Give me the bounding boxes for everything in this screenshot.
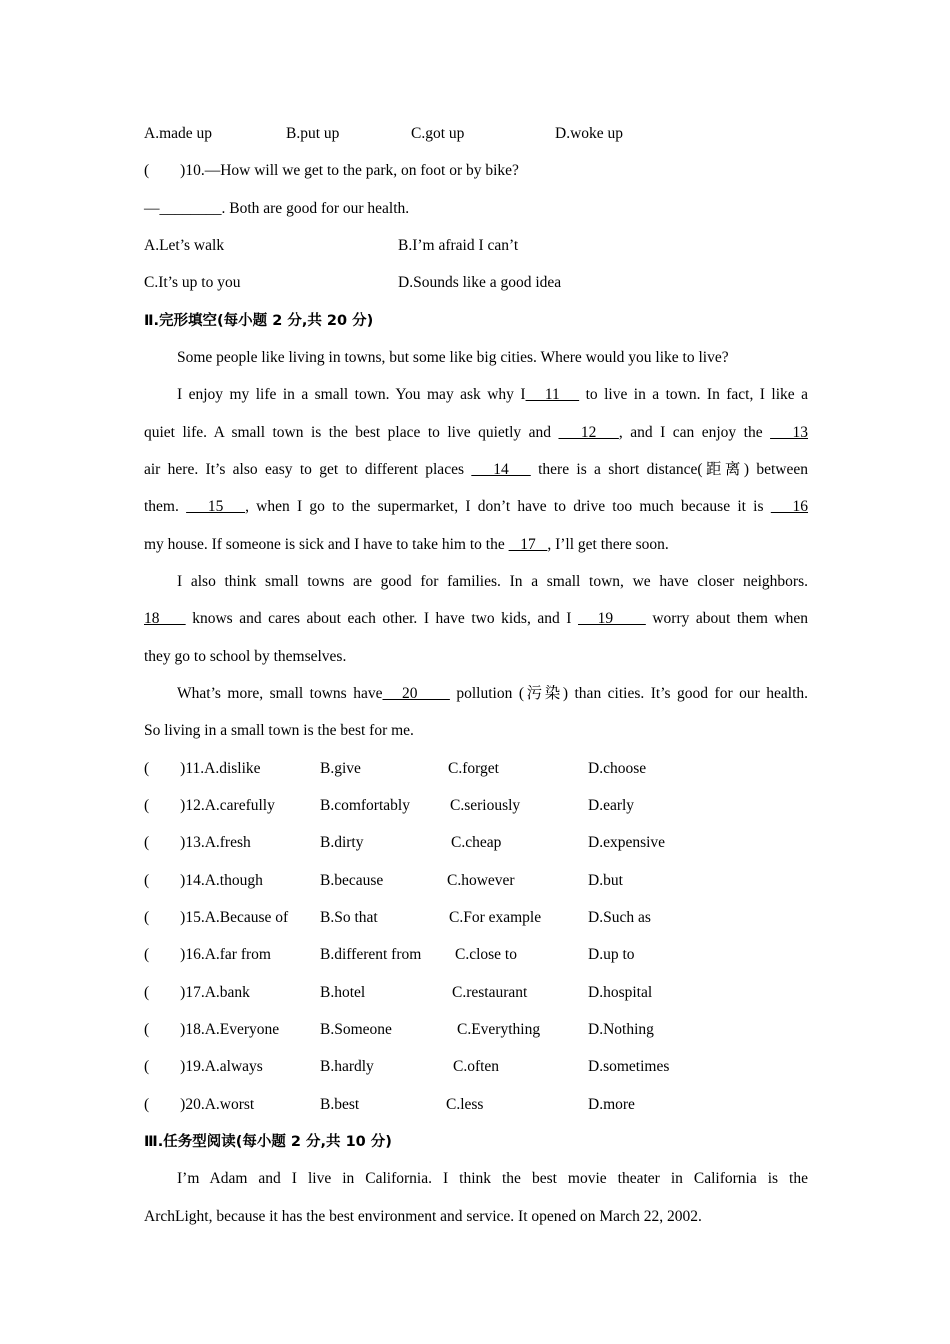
- text-run: I enjoy my life in a small town. You may ask why I: [177, 386, 526, 403]
- option-b: B.because: [320, 872, 384, 889]
- option-c: C.close to: [455, 946, 517, 963]
- question-row: [0, 945, 950, 965]
- option-b: B.best: [320, 1096, 360, 1113]
- q9-option-d: D.woke up: [555, 125, 624, 142]
- q9-option-b: B.put up: [286, 125, 340, 142]
- q10-option-d: D.Sounds like a good idea: [398, 274, 562, 291]
- option-d: D.early: [588, 797, 635, 814]
- option-d: D.but: [588, 872, 623, 889]
- option-d: D.sometimes: [588, 1058, 670, 1075]
- q10-answer-line: [144, 199, 409, 219]
- blank-18: 18: [144, 610, 186, 627]
- blank-20: 20: [382, 685, 450, 702]
- option-c: C.For example: [449, 909, 542, 926]
- q10-blank: ________: [159, 200, 222, 217]
- question-stem: ( )13.A.fresh: [144, 834, 251, 851]
- question-stem: ( )20.A.worst: [144, 1096, 255, 1113]
- option-b: B.Someone: [320, 1021, 392, 1038]
- question-stem: ( )11.A.dislike: [144, 760, 261, 777]
- option-b: B.hardly: [320, 1058, 374, 1075]
- cloze-p3-line-1: I also think small towns are good for families. In a small town, we have closer neighbors.: [177, 573, 808, 590]
- blank-15: 15: [186, 498, 246, 515]
- question-stem: ( )12.A.carefully: [144, 797, 275, 814]
- question-row: [0, 796, 950, 816]
- text-run: my house. If someone is sick and I have to take him to the: [144, 536, 509, 553]
- text-run: quiet life. A small town is the best place to live quietly and: [144, 424, 559, 441]
- cloze-p2-line-2: [144, 423, 808, 443]
- option-c: C.forget: [448, 760, 499, 777]
- q10-answer-rest: . Both are good for our health.: [221, 200, 410, 217]
- blank-17: 17: [508, 536, 548, 553]
- q10-option-c: C.It’s up to you: [144, 274, 241, 291]
- q9-option-c: C.got up: [411, 125, 465, 142]
- text-run: worry about them when: [645, 610, 809, 627]
- q10-dash: —: [144, 200, 160, 217]
- question-row: [0, 833, 950, 853]
- cloze-p2-line-1: [177, 385, 808, 405]
- option-c: C.less: [446, 1096, 484, 1113]
- blank-19: 19: [578, 610, 646, 627]
- question-row: [0, 983, 950, 1003]
- option-d: D.up to: [588, 946, 635, 963]
- text-run: , and I can enjoy the: [618, 424, 771, 441]
- cloze-p3-line-3: they go to school by themselves.: [144, 648, 347, 665]
- question-row: [0, 908, 950, 928]
- text-run: , I’ll get there soon.: [547, 536, 669, 553]
- option-c: C.seriously: [450, 797, 521, 814]
- question-stem: ( )17.A.bank: [144, 984, 250, 1001]
- option-b: B.hotel: [320, 984, 366, 1001]
- q10-options-cd: [0, 273, 950, 293]
- blank-12: 12: [558, 424, 619, 441]
- q10-option-b: B.I’m afraid I can’t: [398, 237, 519, 254]
- q9-options: [0, 124, 950, 144]
- q9-option-a: A.made up: [144, 125, 213, 142]
- text-run: there is a short distance(距离) between: [530, 461, 809, 478]
- q10-option-a: A.Let’s walk: [144, 237, 225, 254]
- text-run: pollution (污染) than cities. It’s good for our health.: [449, 685, 809, 702]
- text-run: them.: [144, 498, 187, 515]
- blank-16: 16: [770, 498, 809, 515]
- option-c: C.however: [447, 872, 515, 889]
- question-row: [0, 871, 950, 891]
- text-run: air here. It’s also easy to get to different places: [144, 461, 472, 478]
- option-b: B.different from: [320, 946, 422, 963]
- question-row: [0, 759, 950, 779]
- question-stem: ( )19.A.always: [144, 1058, 263, 1075]
- cloze-p2-line-3: [144, 460, 808, 480]
- cloze-p4-line-1: [177, 684, 808, 704]
- q10-stem: ( )10.—How will we get to the park, on foot or by bike?: [144, 162, 519, 179]
- cloze-paragraph-1: Some people like living in towns, but some like big cities. Where would you like to live?: [177, 349, 729, 366]
- question-row: [0, 1057, 950, 1077]
- question-stem: ( )16.A.far from: [144, 946, 271, 963]
- question-stem: ( )18.A.Everyone: [144, 1021, 280, 1038]
- question-stem: ( )14.A.though: [144, 872, 263, 889]
- option-c: C.cheap: [451, 834, 502, 851]
- text-run: knows and cares about each other. I have two kids, and I: [185, 610, 578, 627]
- cloze-p4-line-2: So living in a small town is the best for me.: [144, 722, 414, 739]
- q10-options-ab: [0, 236, 950, 256]
- blank-11: 11: [525, 386, 580, 403]
- option-c: C.Everything: [457, 1021, 541, 1038]
- text-run: to live in a town. In fact, I like a: [579, 386, 808, 403]
- section-3-heading: Ⅲ.任务型阅读(每小题 2 分,共 10 分): [144, 1134, 392, 1150]
- question-stem: ( )15.A.Because of: [144, 909, 289, 926]
- option-d: D.Such as: [588, 909, 651, 926]
- option-d: D.expensive: [588, 834, 666, 851]
- option-b: B.dirty: [320, 834, 364, 851]
- blank-14: 14: [471, 461, 531, 478]
- option-b: B.comfortably: [320, 797, 410, 814]
- option-b: B.give: [320, 760, 361, 777]
- text-run: , when I go to the supermarket, I don’t have to drive too much because it is: [245, 498, 771, 515]
- reading-p1-line-1: I’m Adam and I live in California. I think the best movie theater in California is the: [177, 1170, 808, 1187]
- cloze-p2-line-4: [144, 497, 808, 517]
- option-c: C.restaurant: [452, 984, 528, 1001]
- reading-p1-line-2: ArchLight, because it has the best environment and service. It opened on March 22, 2002.: [144, 1208, 702, 1225]
- section-2-heading: Ⅱ.完形填空(每小题 2 分,共 20 分): [144, 313, 374, 329]
- option-d: D.choose: [588, 760, 647, 777]
- option-d: D.Nothing: [588, 1021, 654, 1038]
- option-c: C.often: [453, 1058, 500, 1075]
- blank-13: 13: [770, 424, 809, 441]
- cloze-p3-line-2: [144, 609, 808, 629]
- option-b: B.So that: [320, 909, 378, 926]
- question-row: [0, 1020, 950, 1040]
- option-d: D.hospital: [588, 984, 653, 1001]
- text-run: What’s more, small towns have: [177, 685, 383, 702]
- option-d: D.more: [588, 1096, 635, 1113]
- cloze-p2-line-5: [144, 535, 669, 555]
- question-row: [0, 1095, 950, 1115]
